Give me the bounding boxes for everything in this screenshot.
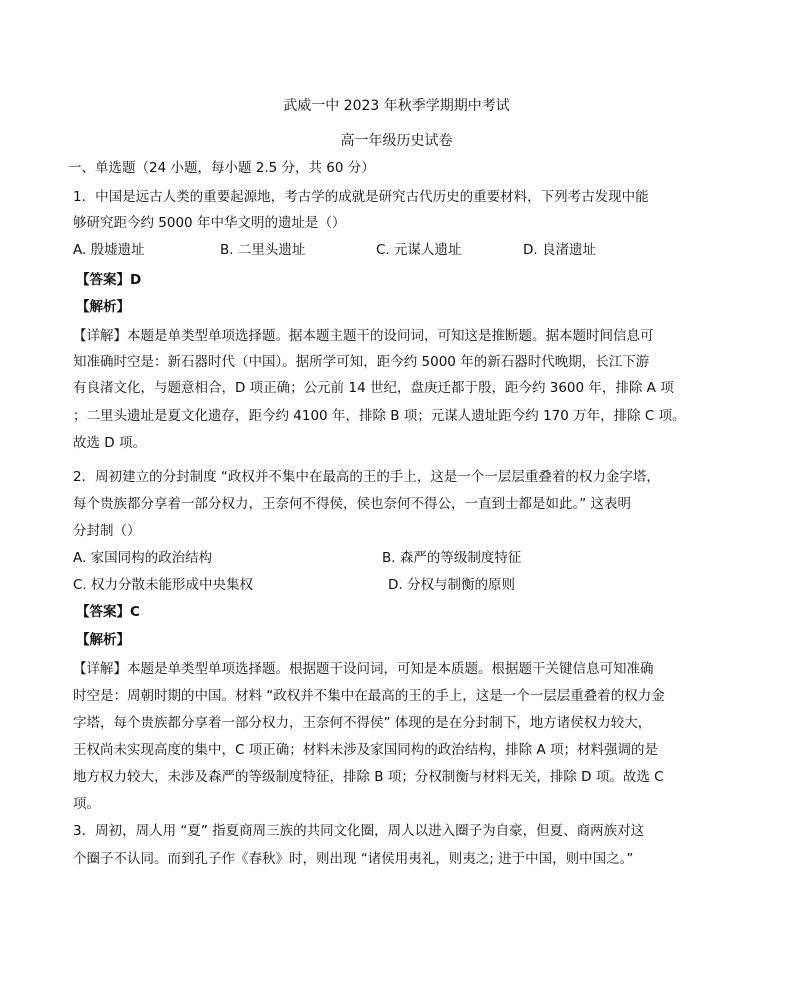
answer-value: D: [130, 272, 142, 288]
analysis-label: 【解析】: [76, 299, 130, 315]
detail-line: 【详解】本题是单类型单项选择题。据本题主题干的设问词，可知这是推断题。据本题时间信息可: [73, 328, 654, 344]
detail-line: 字塔，每个贵族都分享着一部分权力，王奈何不得侯” 体现的是在分封制下，地方诸侯权力较大，: [73, 715, 652, 731]
question-stem-line: 1．中国是远古人类的重要起源地，考古学的成就是研究古代历史的重要材料，下列考古发现中能: [73, 189, 649, 205]
answer-label: 【答案】: [76, 272, 130, 288]
question-stem-line: 2．周初建立的分封制度 “政权并不集中在最高的王的手上，这是一个一层层重叠着的权力金字塔，: [73, 469, 660, 485]
question-stem-line: 3．周初，周人用 “夏” 指夏商周三族的共同文化圈，周人以进入圈子为自豪，但夏、商两族对这: [73, 823, 645, 839]
answer-line: [76, 270, 141, 290]
option-c: C. 元谋人遗址: [376, 242, 462, 258]
exam-title: 武威一中 2023 年秋季学期期中考试: [283, 98, 510, 114]
detail-line: 王权尚未实现高度的集中，C 项正确；材料未涉及家国同构的政治结构，排除 A 项；材料强调的是: [73, 742, 659, 758]
option-a: A. 殷墟遗址: [73, 242, 145, 258]
question-stem-line: 个圈子不认同。而到孔子作《春秋》时，则出现 “诸侯用夷礼，则夷之; 进于中国，则中国之。”: [73, 851, 634, 867]
detail-line: 有良渚文化，与题意相合，D 项正确；公元前 14 世纪，盘庚迁都于殷，距今约 3600 年，排除 A 项: [73, 380, 674, 396]
question-stem-line: 分封制（）: [73, 523, 141, 539]
question-stem-line: 够研究距今约 5000 年中华文明的遗址是（）: [73, 215, 346, 231]
option-a: A. 家国同构的政治结构: [73, 550, 213, 566]
detail-line: 故选 D 项。: [73, 435, 146, 451]
option-d: D. 良渚遗址: [523, 242, 596, 258]
detail-line: 知准确时空是：新石器时代（中国）。据所学可知，距今约 5000 年的新石器时代晚期，长江下游: [73, 354, 650, 370]
question-stem-line: 每个贵族都分享着一部分权力，王奈何不得侯，侯也奈何不得公，一直到士都是如此。” 这表明: [73, 496, 632, 512]
option-d: D. 分权与制衡的原则: [388, 577, 515, 593]
detail-line: 项。: [73, 796, 100, 812]
option-b: B. 二里头遗址: [220, 242, 306, 258]
section-heading: 一、单选题（24 小题，每小题 2.5 分，共 60 分）: [68, 160, 375, 176]
exam-subtitle: 高一年级历史试卷: [340, 133, 453, 149]
option-c: C. 权力分散未能形成中央集权: [73, 577, 254, 593]
detail-line: ；二里头遗址是夏文化遗存，距今约 4100 年，排除 B 项；元谋人遗址距今约 170 万年，排除 C 项。: [73, 408, 686, 424]
answer-value: C: [130, 604, 140, 620]
detail-line: 时空是：周朝时期的中国。材料 “政权并不集中在最高的王的手上，这是一个一层层重叠着的权力金: [73, 688, 665, 704]
answer-label: 【答案】: [76, 604, 130, 620]
detail-line: 地方权力较大，未涉及森严的等级制度特征，排除 B 项；分权制衡与材料无关，排除 D 项。故选 C: [73, 769, 664, 785]
answer-line: [76, 602, 140, 622]
detail-line: 【详解】本题是单类型单项选择题。根据题干设问词，可知是本质题。根据题干关键信息可知准确: [73, 661, 654, 677]
option-b: B. 森严的等级制度特征: [382, 550, 522, 566]
analysis-label: 【解析】: [76, 632, 130, 648]
